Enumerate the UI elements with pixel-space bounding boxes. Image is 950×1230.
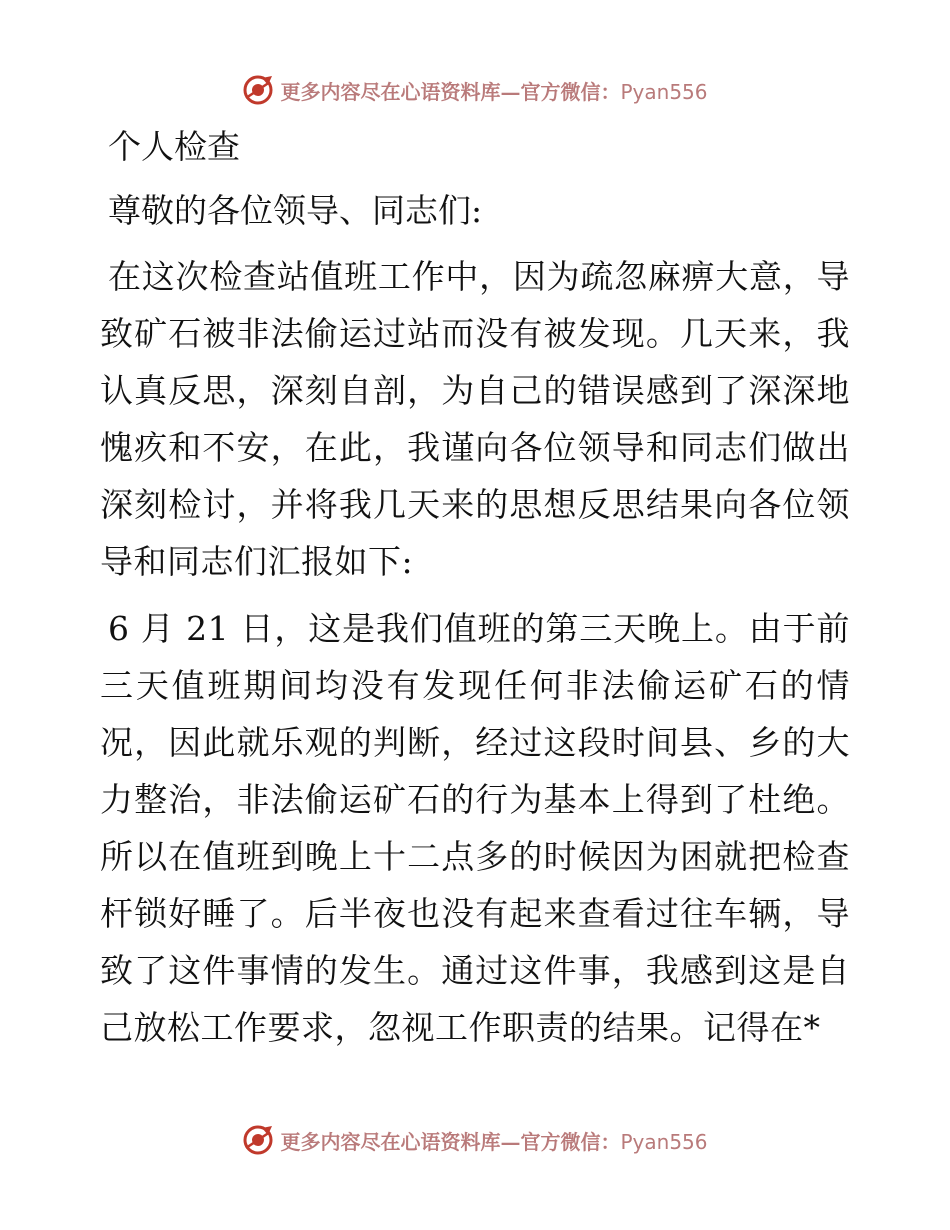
watermark-label: 更多内容尽在心语资料库—官方微信： (280, 1129, 621, 1154)
brand-logo-icon (242, 74, 274, 106)
footer-watermark (0, 1120, 950, 1160)
paragraph-2: 6 月 21 日，这是我们值班的第三天晚上。由于前三天值班期间均没有发现任何非法偷运矿石的情况，因此就乐观的判断，经过这段时间县、乡的大力整治，非法偷运矿石的行为基本上得到了杜绝。所以在值班到晚上十二点多的时候因为困就把检查杆锁好睡了。后半夜也没有起来查看过往车辆，导致了这件事情的发生。通过这件事，我感到这是自己放松工作要求，忽视工作职责的结果。记得在* (100, 609, 850, 1047)
paragraph-1: 在这次检查站值班工作中，因为疏忽麻痹大意，导致矿石被非法偷运过站而没有被发现。几天来，我认真反思，深刻自剖，为自己的错误感到了深深地愧疚和不安，在此，我谨向各位领导和同志们做出深刻检讨，并将我几天来的思想反思结果向各位领导和同志们汇报如下: (100, 257, 850, 581)
watermark-wechat-id: Pyan556 (620, 79, 708, 104)
document-body (100, 120, 850, 1056)
document-greeting: 尊敬的各位领导、同志们: (108, 191, 483, 230)
watermark-label: 更多内容尽在心语资料库—官方微信： (280, 79, 621, 104)
document-title: 个人检查 (108, 127, 240, 166)
watermark-wechat-id: Pyan556 (620, 1129, 708, 1154)
header-watermark (0, 70, 950, 110)
watermark-text (280, 76, 707, 105)
watermark-text (280, 1126, 707, 1155)
brand-logo-icon (242, 1124, 274, 1156)
